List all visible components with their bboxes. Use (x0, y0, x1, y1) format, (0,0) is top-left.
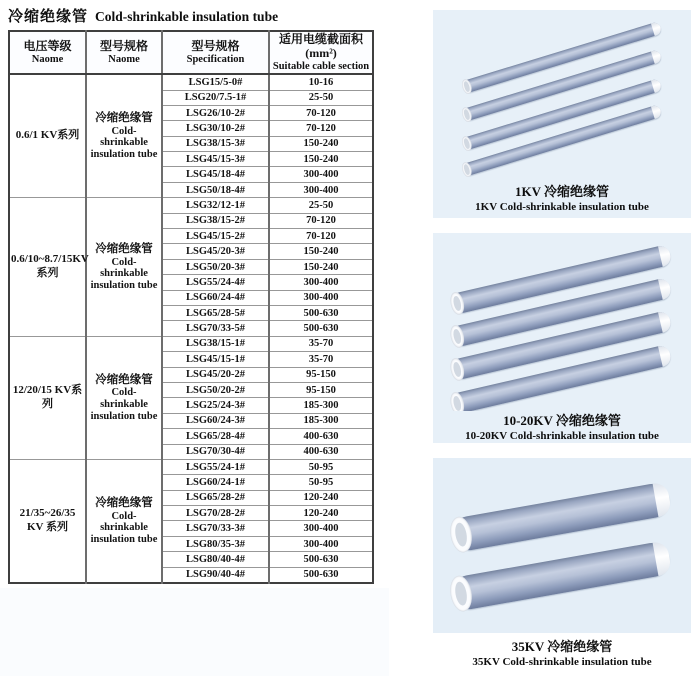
spec-cell: LSG20/7.5-1# (162, 90, 269, 105)
table-row (9, 459, 373, 474)
page-title-zh: 冷缩绝缘管 (8, 9, 89, 25)
spec-cell: LSG50/18-4# (162, 182, 269, 197)
cable-section-cell: 300-400 (269, 275, 373, 290)
spec-cell: LSG60/24-3# (162, 413, 269, 428)
cable-section-cell: 50-95 (269, 459, 373, 474)
spec-cell: LSG45/15-2# (162, 229, 269, 244)
cable-section-cell: 70-120 (269, 213, 373, 228)
insulation-tube-image (450, 481, 673, 553)
header-specification (162, 31, 269, 74)
header-cable-section-zh: 适用电缆截面积(mm²) (278, 32, 363, 60)
spec-cell: LSG55/24-1# (162, 459, 269, 474)
spec-cell: LSG45/15-1# (162, 352, 269, 367)
cable-section-cell: 185-300 (269, 413, 373, 428)
page-title (8, 5, 278, 26)
cable-section-cell: 35-70 (269, 336, 373, 351)
cable-section-cell: 300-400 (269, 182, 373, 197)
product-name-en: Cold-shrinkable insulation tube (90, 387, 158, 422)
spec-cell: LSG65/28-2# (162, 490, 269, 505)
cable-section-cell: 500-630 (269, 321, 373, 336)
table-row (9, 198, 373, 213)
spec-cell: LSG38/15-3# (162, 136, 269, 151)
cable-section-cell: 500-630 (269, 567, 373, 583)
blank-lower-left-panel (0, 588, 389, 676)
spec-cell: LSG38/15-2# (162, 213, 269, 228)
product-name-cell (86, 336, 162, 459)
header-model-name-zh: 型号规格 (99, 38, 148, 53)
spec-cell: LSG70/33-3# (162, 521, 269, 536)
cable-section-cell: 150-240 (269, 136, 373, 151)
cable-section-cell: 300-400 (269, 290, 373, 305)
header-cable-section-en: Suitable cable section (272, 60, 370, 72)
product-name-cell (86, 74, 162, 198)
product-name-en: Cold-shrinkable insulation tube (90, 510, 158, 545)
cable-section-cell: 300-400 (269, 521, 373, 536)
spec-cell: LSG80/35-3# (162, 536, 269, 551)
spec-cell: LSG26/10-2# (162, 105, 269, 120)
voltage-series-cell: 21/35~26/35 KV 系列 (9, 459, 86, 583)
cable-section-cell: 70-120 (269, 105, 373, 120)
table-row (9, 336, 373, 351)
cable-section-cell: 150-240 (269, 152, 373, 167)
cable-section-cell: 70-120 (269, 121, 373, 136)
spec-cell: LSG32/12-1# (162, 198, 269, 213)
spec-cell: LSG65/28-5# (162, 306, 269, 321)
spec-cell: LSG45/20-2# (162, 367, 269, 382)
header-voltage-grade-en: Naome (31, 53, 64, 65)
photo-caption-zh: 35KV 冷缩绝缘管 (511, 639, 613, 654)
header-voltage-grade (9, 31, 86, 74)
spec-cell: LSG50/20-2# (162, 382, 269, 397)
spec-cell: LSG60/24-4# (162, 290, 269, 305)
photo-caption-zh: 1KV 冷缩绝缘管 (514, 184, 609, 199)
product-name-cell (86, 459, 162, 583)
product-photo-10-20kv (433, 233, 691, 443)
product-name-en: Cold-shrinkable insulation tube (90, 125, 158, 160)
cable-section-cell: 185-300 (269, 398, 373, 413)
photo-caption-en: 35KV Cold-shrinkable insulation tube (472, 656, 652, 668)
product-name-cell (86, 198, 162, 337)
spec-cell: LSG90/40-4# (162, 567, 269, 583)
spec-cell: LSG70/33-5# (162, 321, 269, 336)
cable-section-cell: 400-630 (269, 429, 373, 444)
product-photo-1kv (433, 10, 691, 218)
spec-cell: LSG50/20-3# (162, 259, 269, 274)
spec-cell: LSG38/15-1# (162, 336, 269, 351)
photo-caption-en: 10-20KV Cold-shrinkable insulation tube (465, 430, 659, 442)
cable-section-cell: 120-240 (269, 506, 373, 521)
cable-section-cell: 400-630 (269, 444, 373, 459)
spec-cell: LSG80/40-4# (162, 552, 269, 567)
cable-section-cell: 500-630 (269, 552, 373, 567)
header-specification-en: Specification (186, 53, 245, 65)
cable-section-cell: 10-16 (269, 74, 373, 90)
table-header-row (9, 31, 373, 74)
cable-section-cell: 300-400 (269, 536, 373, 551)
cable-section-cell: 25-50 (269, 90, 373, 105)
spec-cell: LSG70/28-2# (162, 506, 269, 521)
insulation-tube-image (450, 540, 673, 612)
spec-cell: LSG55/24-4# (162, 275, 269, 290)
spec-cell: LSG65/28-4# (162, 429, 269, 444)
header-specification-zh: 型号规格 (191, 38, 240, 53)
cable-section-cell: 150-240 (269, 259, 373, 274)
header-model-name (86, 31, 162, 74)
cable-section-cell: 150-240 (269, 244, 373, 259)
product-name-zh: 冷缩绝缘管 (95, 373, 153, 386)
spec-cell: LSG45/18-4# (162, 167, 269, 182)
cable-section-cell: 70-120 (269, 229, 373, 244)
product-name-zh: 冷缩绝缘管 (95, 496, 153, 509)
spec-cell: LSG25/24-3# (162, 398, 269, 413)
spec-cell: LSG15/5-0# (162, 74, 269, 90)
spec-cell: LSG45/20-3# (162, 244, 269, 259)
table-row (9, 74, 373, 90)
product-name-zh: 冷缩绝缘管 (95, 111, 153, 124)
product-name-en: Cold-shrinkable insulation tube (90, 256, 158, 291)
cable-section-cell: 95-150 (269, 382, 373, 397)
header-cable-section (269, 31, 373, 74)
cable-section-cell: 95-150 (269, 367, 373, 382)
photo-caption-en: 1KV Cold-shrinkable insulation tube (475, 201, 649, 213)
cable-section-cell: 300-400 (269, 167, 373, 182)
product-name-zh: 冷缩绝缘管 (95, 242, 153, 255)
page-title-en: Cold-shrinkable insulation tube (95, 9, 279, 24)
photo-background (433, 233, 691, 411)
photo-caption-zh: 10-20KV 冷缩绝缘管 (503, 413, 621, 428)
product-photo-35kv (433, 458, 691, 669)
cable-section-cell: 35-70 (269, 352, 373, 367)
cable-section-cell: 500-630 (269, 306, 373, 321)
spec-cell: LSG70/30-4# (162, 444, 269, 459)
header-model-name-en: Naome (108, 53, 140, 65)
photo-background (433, 10, 691, 182)
header-voltage-grade-zh: 电压等级 (23, 38, 72, 53)
cable-section-cell: 50-95 (269, 475, 373, 490)
spec-cell: LSG60/24-1# (162, 475, 269, 490)
spec-cell: LSG45/15-3# (162, 152, 269, 167)
spec-cell: LSG30/10-2# (162, 121, 269, 136)
spec-table (8, 30, 374, 584)
cable-section-cell: 120-240 (269, 490, 373, 505)
voltage-series-cell: 0.6/1 KV系列 (9, 74, 86, 198)
voltage-series-cell: 12/20/15 KV系列 (9, 336, 86, 459)
cable-section-cell: 25-50 (269, 198, 373, 213)
voltage-series-cell: 0.6/10~8.7/15KV 系列 (9, 198, 86, 337)
photo-background (433, 458, 691, 633)
